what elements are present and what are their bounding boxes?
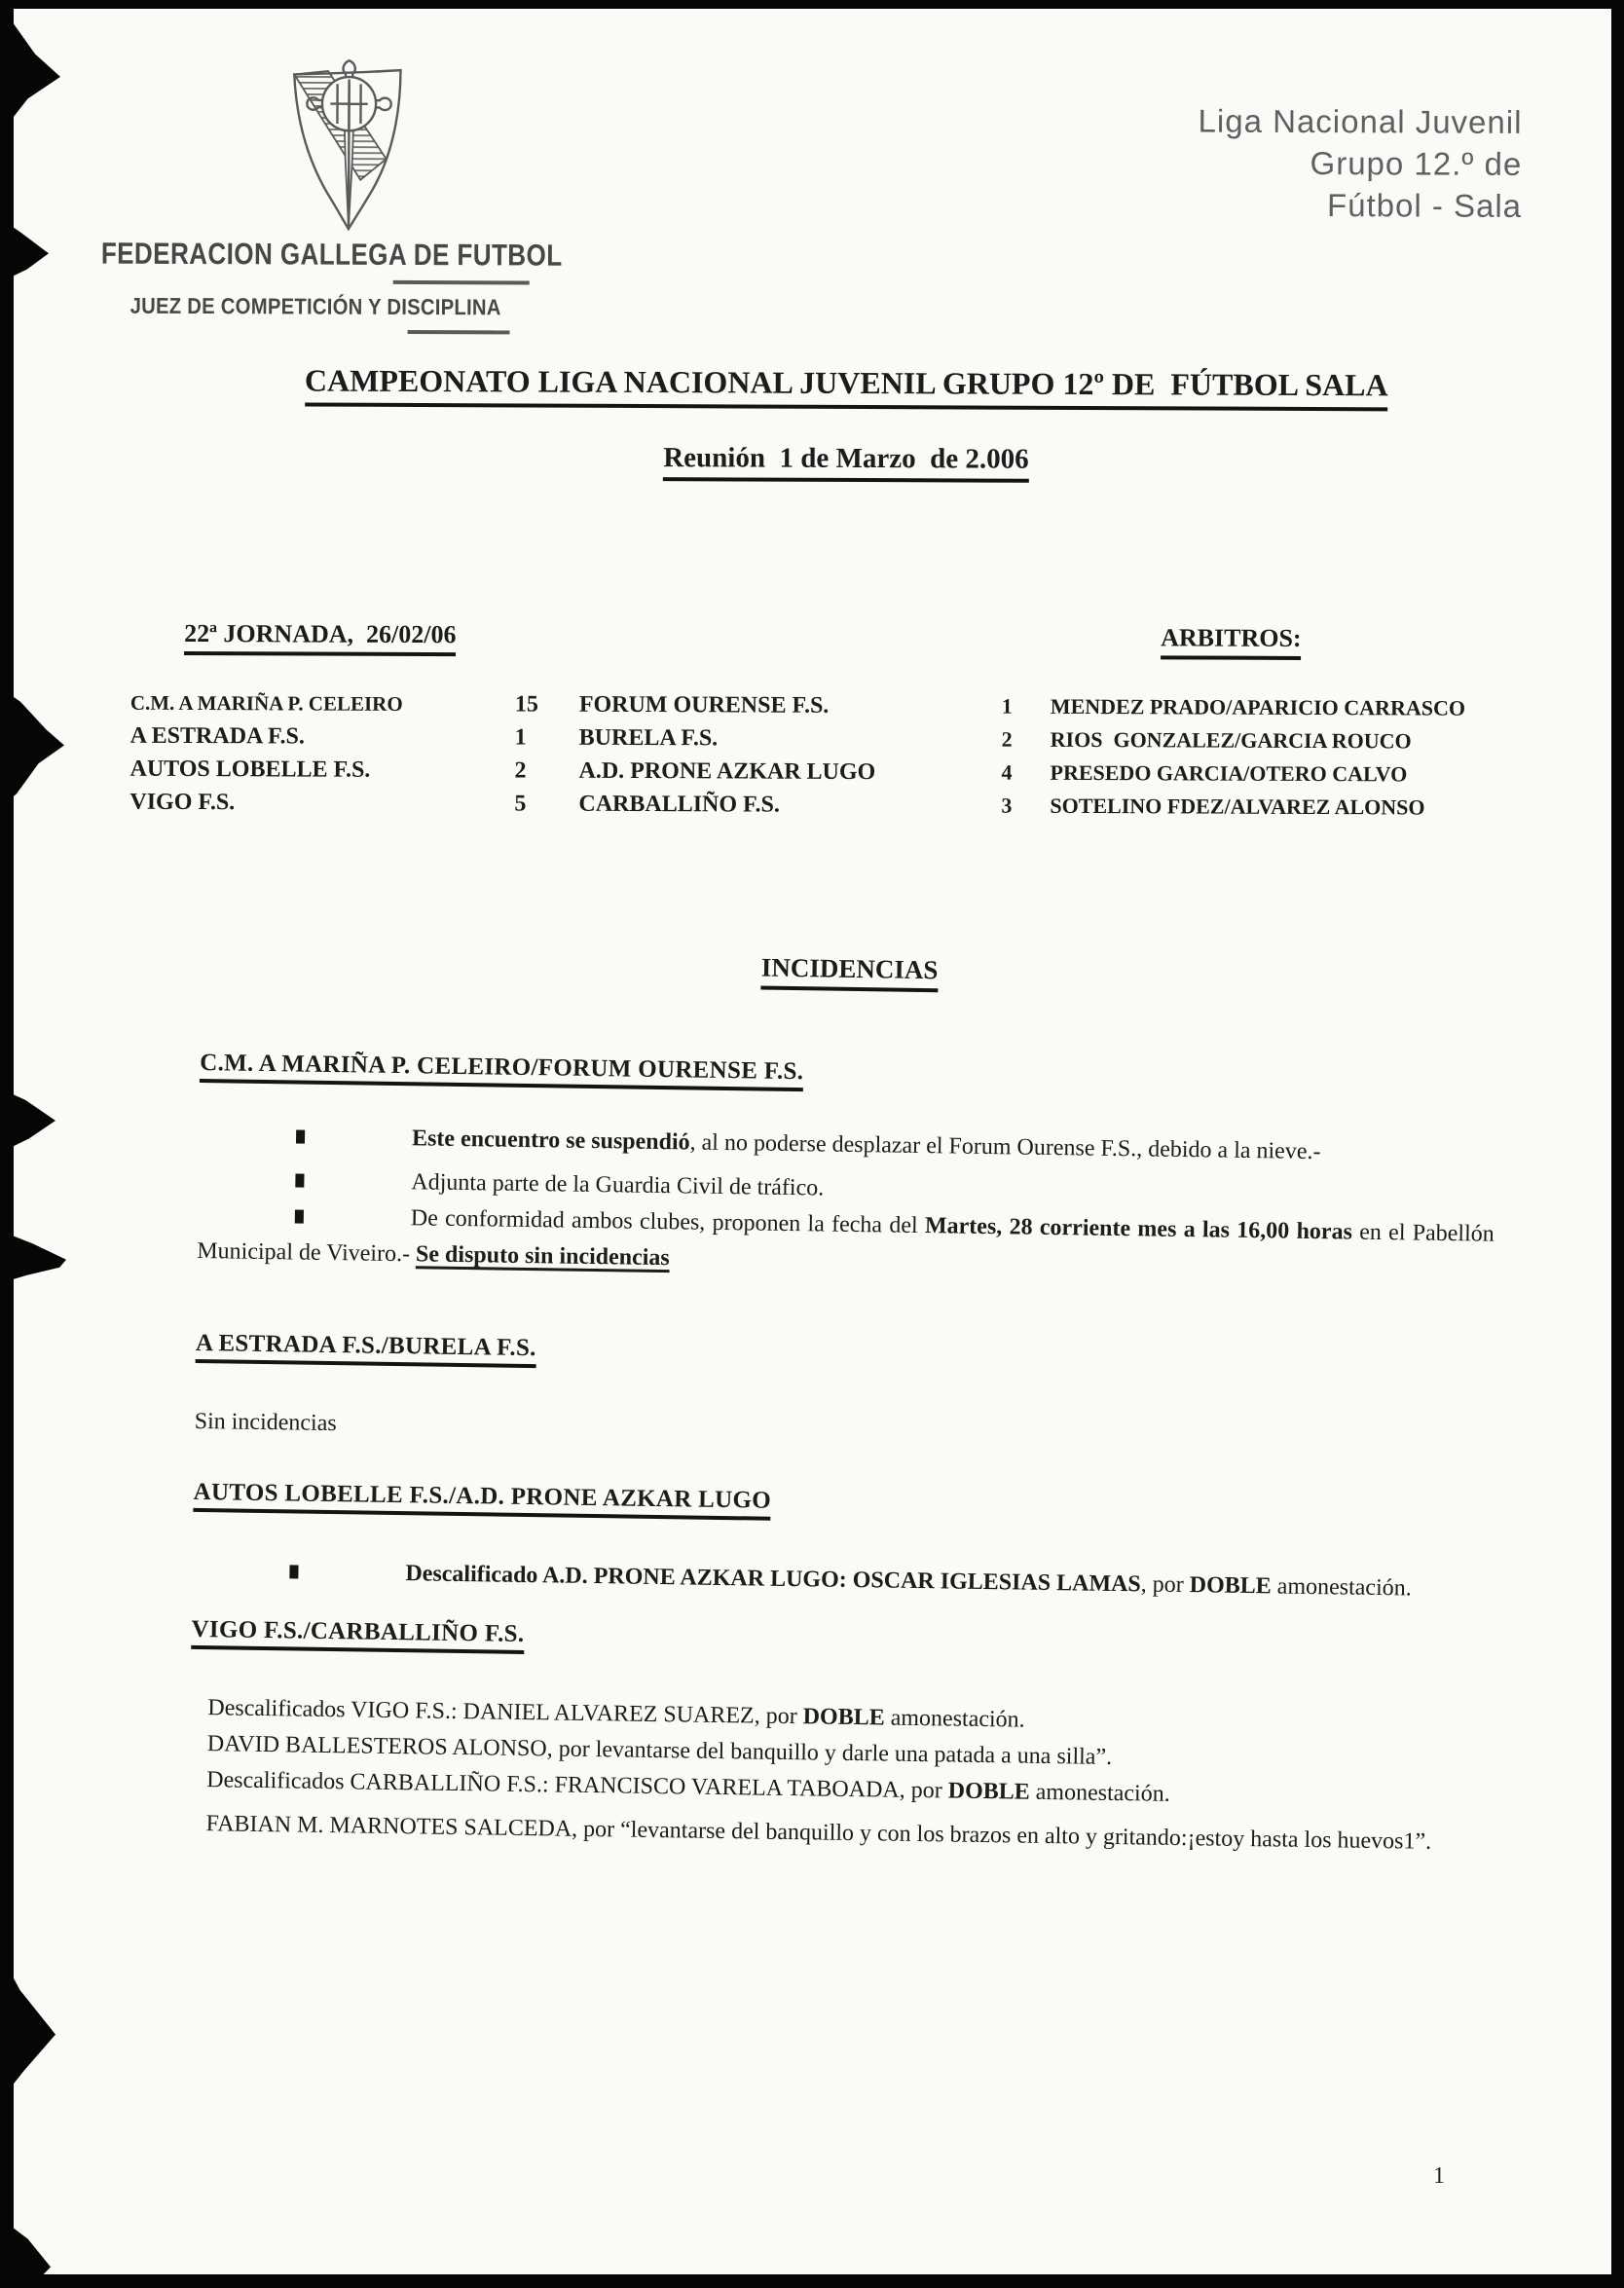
paragraph-segment: Martes, 28 corriente mes a las 16,00 horas [924,1213,1353,1245]
paragraph-segment: Sin incidencias [194,1408,337,1437]
league-line: Fútbol - Sala [1326,187,1523,224]
incident-section-heading [193,1479,1490,1531]
paragraph-segment: amonestación. [1029,1779,1170,1807]
referee-match-number: 4 [1001,759,1013,785]
incident-section-heading [191,1616,1488,1669]
referee-row [1002,690,1518,725]
home-team: AUTOS LOBELLE F.S. [129,756,371,783]
paragraph-segment: DOBLE [947,1778,1030,1805]
paragraph-segment: Se disputo sin incidencias [415,1241,670,1272]
organization-name: FEDERACION GALLEGA DE FUTBOL [100,236,563,273]
square-bullet-icon [289,1565,298,1578]
paragraph-segment: , al no poderse desplazar el Forum Ourense F.S., debido a la nieve.- [689,1129,1321,1165]
incidents-heading-text: INCIDENCIAS [761,953,939,993]
referee-names: RIOS GONZALEZ/GARCIA ROUCO [1050,726,1412,754]
jornada-results-block [129,619,987,823]
paragraph-segment: Descalificados CARBALLIÑO F.S.: FRANCISCO VARELA TABOADA, por [206,1767,948,1804]
organization-subtitle: JUEZ DE COMPETICIÓN Y DISCIPLINA [129,292,501,320]
referee-names: MENDEZ PRADO/APARICIO CARRASCO [1050,693,1466,720]
document-subtitle [198,440,1495,485]
scan-edge-top [0,0,1624,9]
referee-row [1002,723,1518,758]
paragraph-segment: en el Pabellón Municipal de Viveiro.- [197,1219,1495,1268]
match-row [130,720,987,757]
jornada-heading: 22ª JORNADA, 26/02/06 [184,619,457,656]
square-bullet-icon [295,1209,304,1223]
paragraph-segment: Descalificados VIGO F.S.: DANIEL ALVAREZ SUAREZ, por [207,1695,803,1730]
away-team: FORUM OURENSE F.S. [578,691,830,719]
paragraph-segment: Adjunta parte de la Guardia Civil de tráfico. [411,1169,825,1201]
away-team: BURELA F.S. [578,724,719,752]
paragraph-segment: , por [1140,1571,1190,1599]
incident-section-heading-text: AUTOS LOBELLE F.S./A.D. PRONE AZKAR LUGO [193,1479,771,1521]
incident-paragraph [192,1553,1489,1608]
league-line: Grupo 12.º de [1310,145,1523,182]
document-title-text: CAMPEONATO LIGA NACIONAL JUVENIL GRUPO 12º DE FÚTBOL SALA [305,362,1388,411]
incident-section-heading [200,1050,1496,1102]
incident-section-heading [196,1330,1493,1383]
referee-match-number: 1 [1001,693,1013,719]
away-team: CARBALLIÑO F.S. [578,791,780,818]
referee-match-number: 2 [1001,726,1013,752]
league-line: Liga Nacional Juvenil [1198,102,1523,140]
incident-paragraph [194,1404,1491,1459]
scan-edge-right [1611,0,1624,2288]
organization-block [101,237,608,335]
paragraph-segment: De conformidad ambos clubes, proponen la fecha del [410,1205,926,1239]
referee-row [1001,790,1517,825]
document-subtitle-text: Reunión 1 de Marzo de 2.006 [663,442,1029,483]
scan-edge-bottom [0,2274,1624,2288]
page-number: 1 [1433,2163,1445,2189]
referee-match-number: 3 [1001,793,1013,818]
paragraph-segment: DOBLE [802,1704,885,1731]
paragraph-segment: amonestación. [884,1705,1025,1733]
paragraph-segment: amonestación. [1271,1573,1412,1602]
referee-list [1001,690,1518,825]
paragraph-segment: FABIAN M. MARNOTES SALCEDA, por “levantarse del banquillo y con los brazos en alto y gritando:¡estoy hasta los huevos1”. [205,1811,1432,1855]
paragraph-segment: Descalificado A.D. PRONE AZKAR LUGO: OSCAR IGLESIAS LAMAS [405,1561,1141,1598]
paragraph-segment: DOBLE [1189,1572,1272,1600]
incident-section-heading-text: A ESTRADA F.S./BURELA F.S. [196,1330,536,1368]
divider-rule [393,280,530,285]
home-team: C.M. A MARIÑA P. CELEIRO [129,690,403,716]
incident-section-heading-text: VIGO F.S./CARBALLIÑO F.S. [191,1616,524,1654]
incidents-zone [188,944,1498,1862]
referees-block [1001,623,1518,825]
square-bullet-icon [296,1129,305,1143]
incident-section-heading-text: C.M. A MARIÑA P. CELEIRO/FORUM OURENSE F.S. [200,1050,804,1091]
document-title [198,362,1495,412]
league-title-block [1198,99,1522,226]
match-score: 2 [514,757,527,784]
match-list [129,686,987,823]
match-score: 15 [514,691,538,718]
paragraph-segment: Este encuentro se suspendió [411,1126,690,1156]
match-row [130,686,987,723]
referee-names: SOTELINO FDEZ/ALVAREZ ALONSO [1050,793,1425,820]
paragraph-segment: DAVID BALLESTEROS ALONSO, por levantarse del banquillo y darle una patada a una silla”. [206,1731,1113,1770]
federation-crest-logo [244,51,454,239]
referee-names: PRESEDO GARCIA/OTERO CALVO [1050,759,1408,787]
match-row [129,753,986,790]
referee-row [1001,757,1517,792]
divider-rule [408,330,510,334]
away-team: A.D. PRONE AZKAR LUGO [578,757,876,786]
match-row [129,786,986,823]
square-bullet-icon [295,1173,304,1187]
match-score: 1 [514,724,527,751]
home-team: VIGO F.S. [129,789,236,816]
referees-heading: ARBITROS: [1161,623,1302,660]
match-score: 5 [514,791,527,817]
home-team: A ESTRADA F.S. [129,722,305,750]
